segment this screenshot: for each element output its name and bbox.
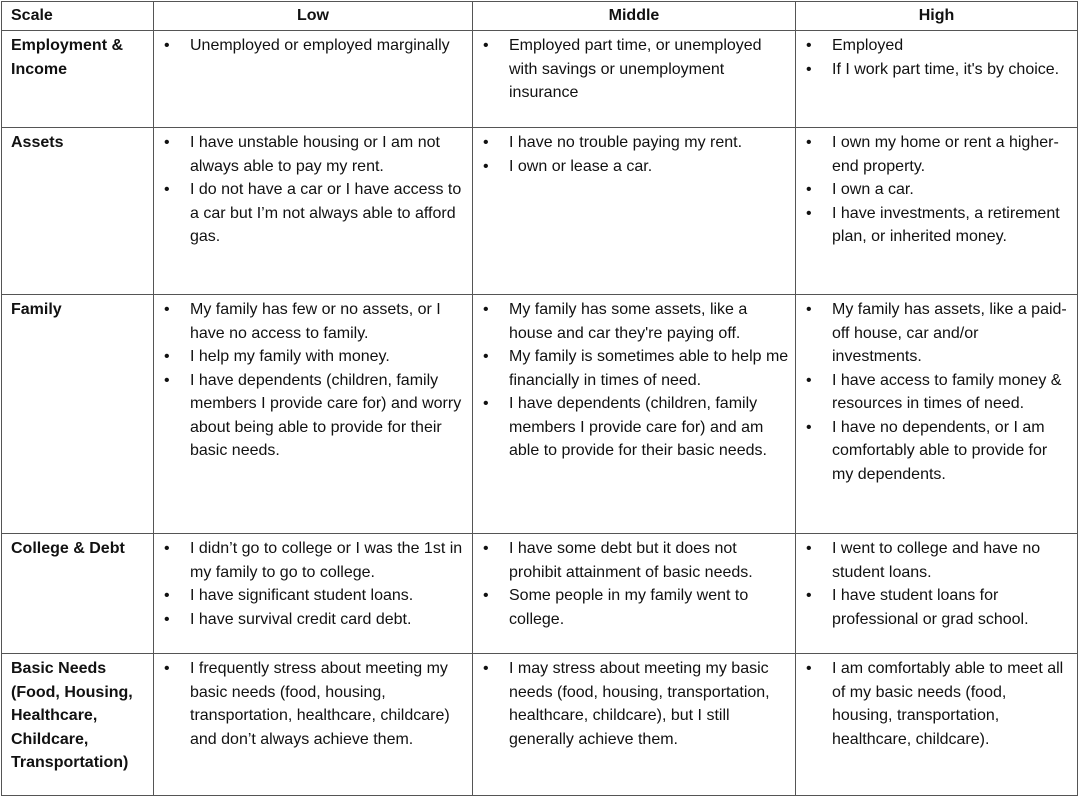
list-item: • I do not have a car or I have access to a car but I’m not always able to afford gas.	[160, 178, 466, 249]
cell-high	[796, 128, 1078, 295]
list-item: • I have access to family money & resources in times of need.	[802, 369, 1071, 416]
list-item: • I have no dependents, or I am comfortably able to provide for my dependents.	[802, 416, 1071, 487]
header-middle: Middle	[473, 2, 796, 31]
row-label	[2, 295, 154, 534]
table-row	[2, 534, 1078, 654]
cell-high	[796, 534, 1078, 654]
list-item: • Employed part time, or unemployed with savings or unemployment insurance	[479, 34, 789, 105]
cell-high	[796, 654, 1078, 796]
table-row	[2, 128, 1078, 295]
cell-low	[154, 31, 473, 128]
row-label	[2, 31, 154, 128]
list-item: • I may stress about meeting my basic needs (food, housing, transportation, healthcare, childcare), but I still generally achieve them.	[479, 657, 789, 751]
list-item: • I frequently stress about meeting my basic needs (food, housing, transportation, healthcare, childcare) and don’t always achieve them.	[160, 657, 466, 751]
cell-middle	[473, 534, 796, 654]
list-item: • Employed	[802, 34, 1071, 58]
list-item: • I have survival credit card debt.	[160, 608, 466, 632]
cell-high	[796, 31, 1078, 128]
table-row	[2, 295, 1078, 534]
cell-low	[154, 654, 473, 796]
cell-middle	[473, 654, 796, 796]
list-item: • My family has assets, like a paid-off house, car and/or investments.	[802, 298, 1071, 369]
row-label	[2, 128, 154, 295]
list-item: • I have dependents (children, family members I provide care for) and am able to provide for their basic needs.	[479, 392, 789, 463]
list-item: • Unemployed or employed marginally	[160, 34, 466, 58]
list-item: • My family has few or no assets, or I have no access to family.	[160, 298, 466, 345]
list-item: • I went to college and have no student loans.	[802, 537, 1071, 584]
cell-middle	[473, 295, 796, 534]
row-label-text: College & Debt	[11, 540, 125, 557]
header-high: High	[796, 2, 1078, 31]
header-scale: Scale	[2, 2, 154, 31]
list-item: • I have unstable housing or I am not always able to pay my rent.	[160, 131, 466, 178]
row-label-text: Assets	[11, 134, 64, 151]
scale-table	[1, 1, 1078, 796]
table-row	[2, 654, 1078, 796]
list-item: • I am comfortably able to meet all of my basic needs (food, housing, transportation, healthcare, childcare).	[802, 657, 1071, 751]
row-label-text: Employment & Income	[11, 37, 124, 78]
row-label	[2, 534, 154, 654]
list-item: • I have no trouble paying my rent.	[479, 131, 789, 155]
cell-low	[154, 128, 473, 295]
list-item: • I own or lease a car.	[479, 155, 789, 179]
table-row	[2, 31, 1078, 128]
header-row	[2, 2, 1078, 31]
list-item: • If I work part time, it's by choice.	[802, 58, 1071, 82]
header-low: Low	[154, 2, 473, 31]
row-label-text: Basic Needs (Food, Housing, Healthcare, Childcare, Transportation)	[11, 660, 133, 771]
list-item: • I didn’t go to college or I was the 1st in my family to go to college.	[160, 537, 466, 584]
list-item: • Some people in my family went to college.	[479, 584, 789, 631]
list-item: • I own a car.	[802, 178, 1071, 202]
row-label-text: Family	[11, 301, 62, 318]
list-item: • I have significant student loans.	[160, 584, 466, 608]
cell-low	[154, 534, 473, 654]
cell-high	[796, 295, 1078, 534]
cell-middle	[473, 31, 796, 128]
cell-low	[154, 295, 473, 534]
list-item: • I have investments, a retirement plan, or inherited money.	[802, 202, 1071, 249]
list-item: • I help my family with money.	[160, 345, 466, 369]
list-item: • My family has some assets, like a house and car they're paying off.	[479, 298, 789, 345]
list-item: • I own my home or rent a higher-end property.	[802, 131, 1071, 178]
cell-middle	[473, 128, 796, 295]
list-item: • I have some debt but it does not prohibit attainment of basic needs.	[479, 537, 789, 584]
row-label	[2, 654, 154, 796]
list-item: • I have dependents (children, family members I provide care for) and worry about being able to provide for their basic needs.	[160, 369, 466, 463]
list-item: • My family is sometimes able to help me financially in times of need.	[479, 345, 789, 392]
list-item: • I have student loans for professional or grad school.	[802, 584, 1071, 631]
